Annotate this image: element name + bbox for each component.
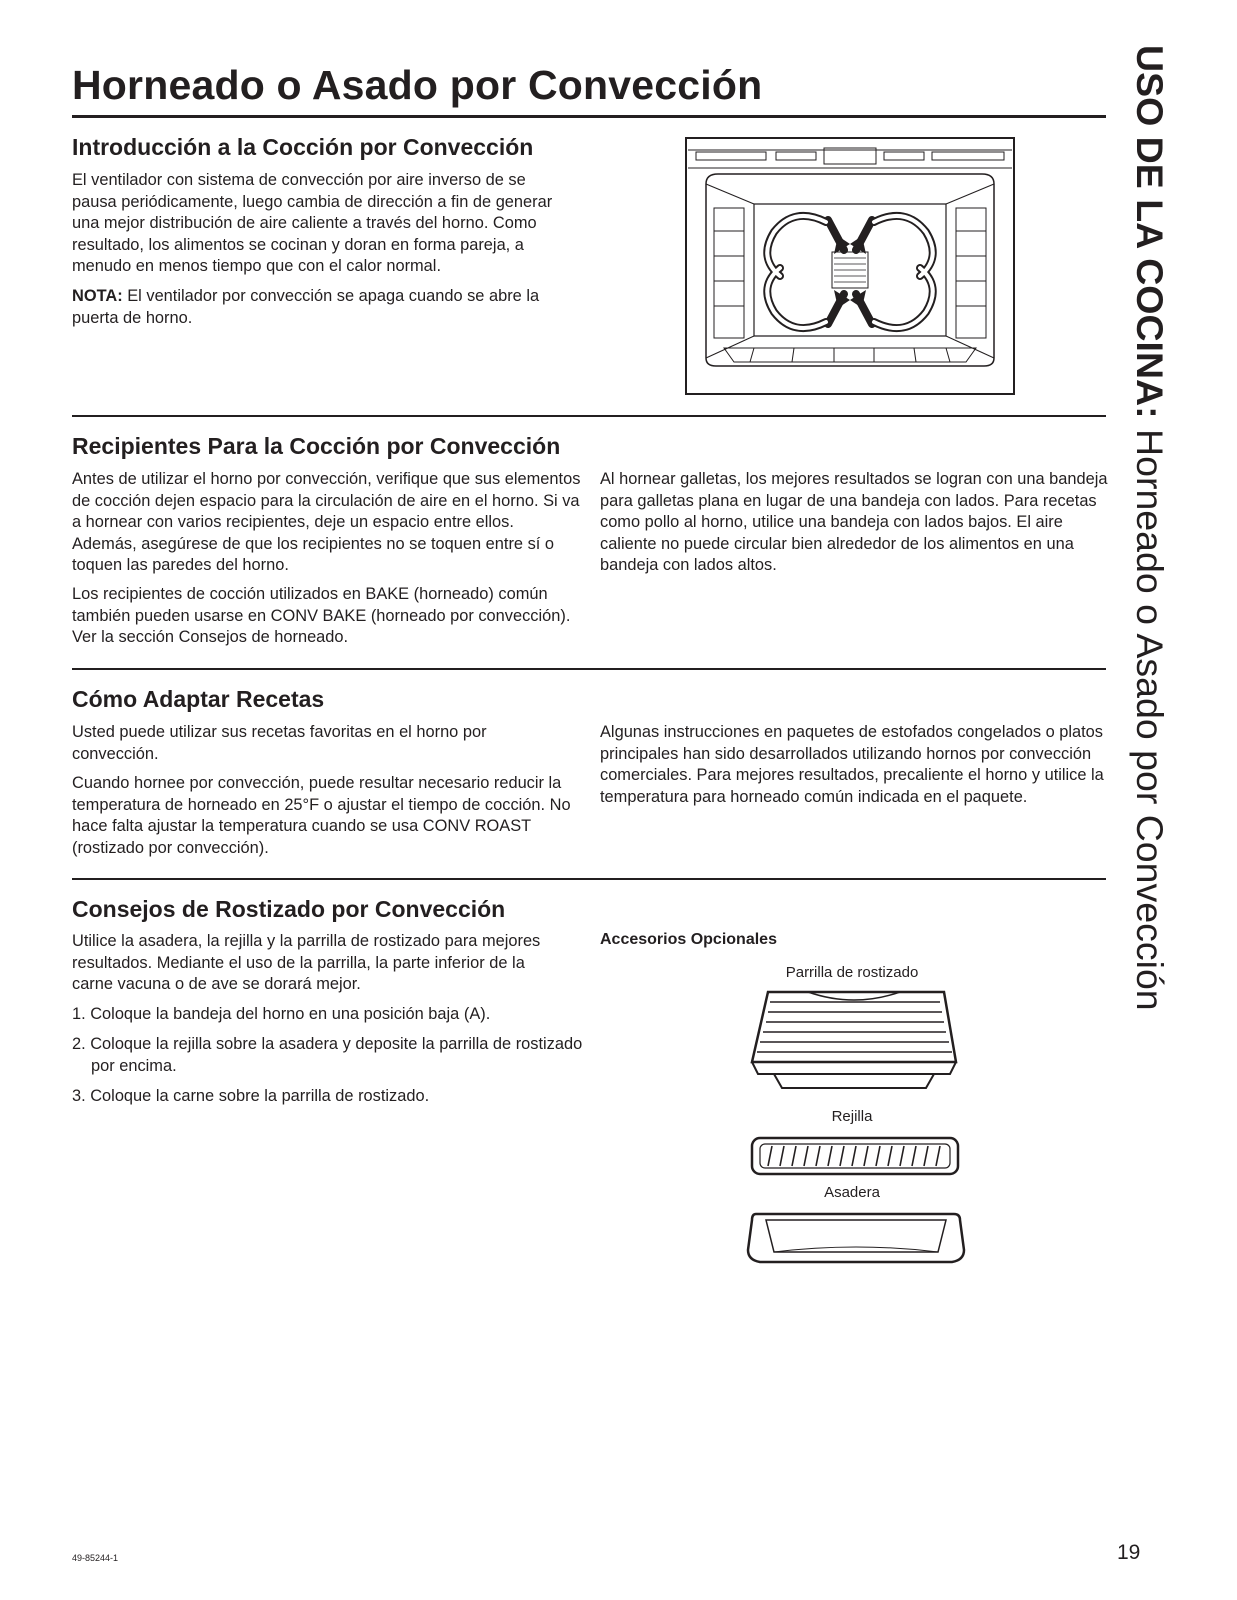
- grid-illustration: [750, 1134, 962, 1180]
- intro-note: [72, 286, 572, 329]
- title-rule: [72, 115, 1106, 118]
- rostizado-step-1: 1. Coloque la bandeja del horno en una posición baja (A).: [72, 1005, 491, 1023]
- intro-paragraph: El ventilador con sistema de convección por aire inverso de se pausa periódicamente, luego cambia de dirección a fin de generar una mejor distribución de aire caliente a través del horno. Como resultado, los alimentos se cocinan y doran en forma pareja, a menudo en menos tiempo que con el calor normal.: [72, 171, 553, 275]
- rostizado-intro: Utilice la asadera, la rejilla y la parrilla de rostizado para mejores resultados. Mediante el uso de la parrilla, la parte inferior de la carne vacuna o de ave se dorará mejor.: [72, 932, 541, 993]
- side-tab-bold: USO DE LA COCINA:: [1129, 45, 1171, 419]
- accessories-heading: Accesorios Opcionales: [600, 931, 777, 948]
- rostizado-step-2: 2. Coloque la rejilla sobre la asadera y deposite la parrilla de rostizado por encima.: [72, 1035, 583, 1075]
- side-tab: [1130, 45, 1170, 1105]
- note-text: El ventilador por convección se apaga cuando se abre la puerta de horno.: [72, 287, 540, 327]
- adaptar-right-p1: Algunas instrucciones en paquetes de estofados congelados o platos principales han sido desarrollados utilizando hornos por convección comerciales. Para mejores resultados, precaliente el horno y utilice la temperatura para horneado común indicada en el paquete.: [600, 723, 1104, 806]
- note-label: NOTA:: [72, 287, 123, 305]
- side-tab-regular: Horneado o Asado por Convección: [1129, 418, 1171, 1011]
- adaptar-left-p2: Cuando hornee por convección, puede resultar necesario reducir la temperatura de horneado en 25°F o ajustar el tiempo de cocción. No hace falta ajustar la temperatura cuando se usa CONV ROAST (rostizado por convección).: [72, 774, 571, 857]
- recipientes-left-p2: Los recipientes de cocción utilizados en BAKE (horneado) común también pueden usarse en CONV BAKE (horneado por convección). Ver la sección Consejos de horneado.: [72, 585, 571, 646]
- adaptar-heading: Cómo Adaptar Recetas: [72, 686, 325, 712]
- document-number: 49-85244-1: [72, 1553, 119, 1563]
- rostizado-step-3: 3. Coloque la carne sobre la parrilla de rostizado.: [72, 1087, 430, 1105]
- rostizado-heading: Consejos de Rostizado por Convección: [72, 896, 506, 922]
- page-number: 19: [1117, 1541, 1141, 1564]
- label-parrilla: Parrilla de rostizado: [785, 964, 919, 981]
- broiler-pan-illustration: [744, 1206, 968, 1270]
- oven-convection-diagram: [684, 136, 1016, 396]
- section-rule-2: [72, 668, 1106, 670]
- adaptar-left-p1: Usted puede utilizar sus recetas favoritas en el horno por convección.: [72, 723, 487, 763]
- recipientes-right-p1: Al hornear galletas, los mejores resultados se logran con una bandeja para galletas plana en lugar de una bandeja con lados. Para recetas como pollo al horno, utilice una bandeja con lados bajos. El aire caliente no puede circular bien alrededor de los alimentos en una bandeja con lados altos.: [600, 470, 1108, 574]
- recipientes-heading: Recipientes Para la Cocción por Convección: [72, 433, 561, 459]
- intro-heading: Introducción a la Cocción por Convección: [72, 134, 534, 160]
- recipientes-left-p1: Antes de utilizar el horno por convección, verifique que sus elementos de cocción dejen espacio para la circulación de aire en el horno. Si va a hornear con varios recipientes, deje un espacio entre ellos. Además, asegúrese de que los recipientes no se toquen entre sí o toquen las paredes del horno.: [72, 470, 581, 574]
- section-rule-3: [72, 878, 1106, 880]
- label-asadera: Asadera: [824, 1184, 880, 1201]
- label-rejilla: Rejilla: [831, 1108, 873, 1125]
- roasting-rack-illustration: [748, 986, 960, 1096]
- page-title: Horneado o Asado por Convección: [72, 62, 763, 108]
- section-rule-1: [72, 415, 1106, 417]
